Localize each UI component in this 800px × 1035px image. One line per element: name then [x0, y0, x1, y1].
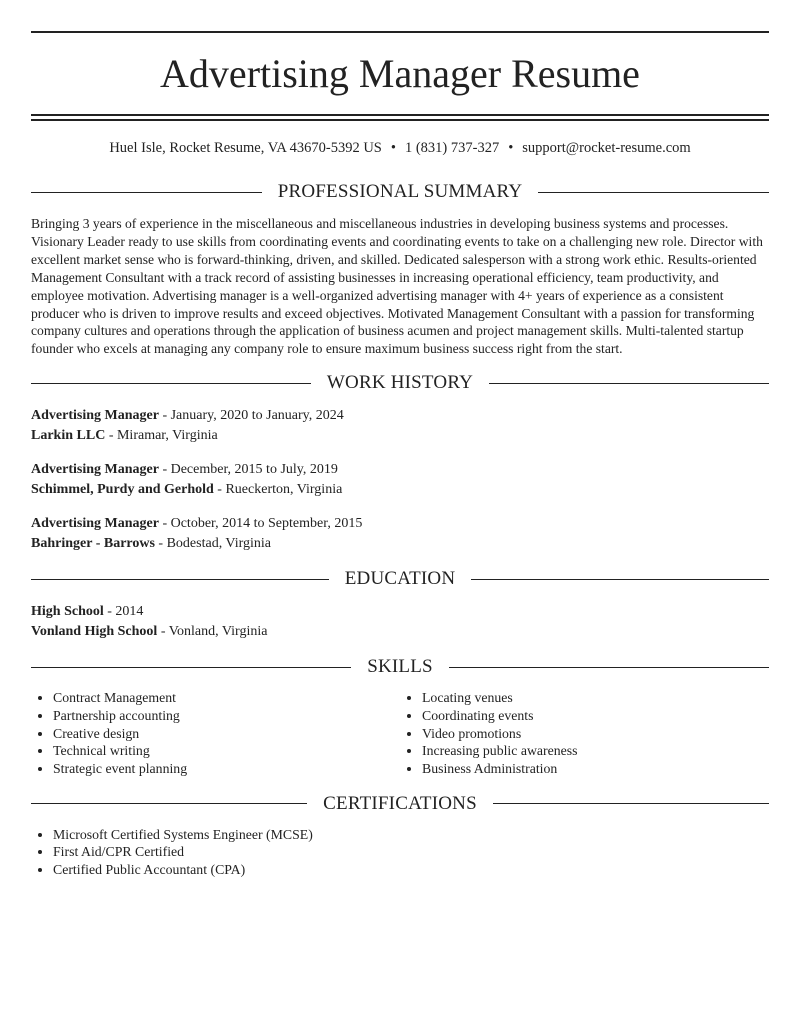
certification-item: • First Aid/CPR Certified: [53, 843, 769, 861]
section-rule: [538, 192, 769, 193]
job-company: Larkin LLC: [31, 428, 106, 444]
job-entry: [31, 406, 769, 446]
section-title: PROFESSIONAL SUMMARY: [277, 181, 523, 202]
education-entry: [31, 602, 769, 642]
contact-separator: •: [508, 140, 514, 156]
education-school: Vonland High School: [31, 624, 158, 640]
job-location: - Rueckerton, Virginia: [213, 482, 343, 498]
contact-separator: •: [390, 140, 396, 156]
section-rule: [449, 667, 769, 668]
job-title: Advertising Manager: [31, 408, 159, 424]
contact-email: support@rocket-resume.com: [522, 140, 691, 156]
contact-phone: 1 (831) 737-327: [404, 140, 500, 156]
job-title: Advertising Manager: [31, 516, 159, 532]
job-entry: [31, 514, 769, 554]
section-rule: [489, 383, 769, 384]
section-header-summary: [31, 180, 769, 204]
skills-list-left: [31, 689, 400, 778]
skills-columns: [31, 689, 769, 778]
summary-paragraph: Bringing 3 years of experience in the miscellaneous and miscellaneous industries in developing business systems and processes. Visionary Leader ready to use skills from coordinating events and coordinating events to take on a challenging new role. Director with excellent market sense who is forward-thinking, driven, and skilled. Dedicated salesperson with a strong work ethic. Results-oriented Management Consultant with a track record of assisting businesses in increasing operational efficiency, team productivity, and employee motivation. Advertising manager is a well-organized advertising manager with 4+ years of experience as a consistent producer who is driven to improve results and exceed objectives. Motivated Management Consultant with a passion for transforming company cultures and operations through the application of business acumen and project management skills. Multi-talented startup founder who excels at managing any company role to ensure maximum business success right from the start.: [31, 216, 763, 357]
certification-item: • Certified Public Accountant (CPA): [53, 861, 769, 879]
education-location: - Vonland, Virginia: [157, 624, 268, 640]
section-header-education: [31, 567, 769, 591]
section-title: WORK HISTORY: [326, 372, 474, 394]
section-rule: [31, 579, 329, 580]
skill-item: • Partnership accounting: [53, 707, 400, 725]
skill-item: • Coordinating events: [422, 707, 769, 725]
section-header-work-history: [31, 371, 769, 395]
section-rule: [31, 192, 262, 193]
job-dates: - January, 2020 to January, 2024: [158, 408, 344, 424]
title-rule-2: [31, 119, 769, 121]
section-rule: [31, 383, 311, 384]
job-location: - Miramar, Virginia: [105, 428, 218, 444]
title-rule-1: [31, 114, 769, 116]
job-location: - Bodestad, Virginia: [154, 536, 271, 552]
work-history-list: [31, 406, 769, 554]
job-entry: [31, 460, 769, 500]
section-title: CERTIFICATIONS: [323, 792, 477, 814]
section-header-certifications: [31, 792, 769, 816]
job-title: Advertising Manager: [31, 462, 159, 478]
job-dates: - October, 2014 to September, 2015: [158, 516, 363, 532]
skill-item: • Contract Management: [53, 689, 400, 707]
section-rule: [31, 667, 351, 668]
job-company: Schimmel, Purdy and Gerhold: [31, 482, 214, 498]
section-title: EDUCATION: [344, 568, 456, 590]
certifications-list: [31, 826, 769, 879]
skills-list-right: [400, 689, 769, 778]
education-degree: High School: [31, 604, 104, 620]
skill-item: • Business Administration: [422, 760, 769, 778]
section-rule: [31, 803, 307, 804]
skill-item: • Creative design: [53, 725, 400, 743]
section-header-skills: [31, 655, 769, 679]
skill-item: • Strategic event planning: [53, 760, 400, 778]
resume-page: [31, 0, 769, 879]
contact-address: Huel Isle, Rocket Resume, VA 43670-5392 US: [109, 140, 382, 156]
skill-item: • Increasing public awareness: [422, 742, 769, 760]
education-year: - 2014: [103, 604, 144, 620]
skill-item: • Video promotions: [422, 725, 769, 743]
skill-item: • Technical writing: [53, 742, 400, 760]
skill-item: • Locating venues: [422, 689, 769, 707]
section-title: SKILLS: [367, 656, 433, 678]
section-rule: [471, 579, 769, 580]
certification-item: • Microsoft Certified Systems Engineer (MCSE): [53, 826, 769, 844]
job-company: Bahringer - Barrows: [31, 536, 155, 552]
job-dates: - December, 2015 to July, 2019: [158, 462, 338, 478]
section-rule: [493, 803, 769, 804]
page-title: Advertising Manager Resume: [160, 51, 640, 96]
contact-line: [31, 138, 769, 158]
